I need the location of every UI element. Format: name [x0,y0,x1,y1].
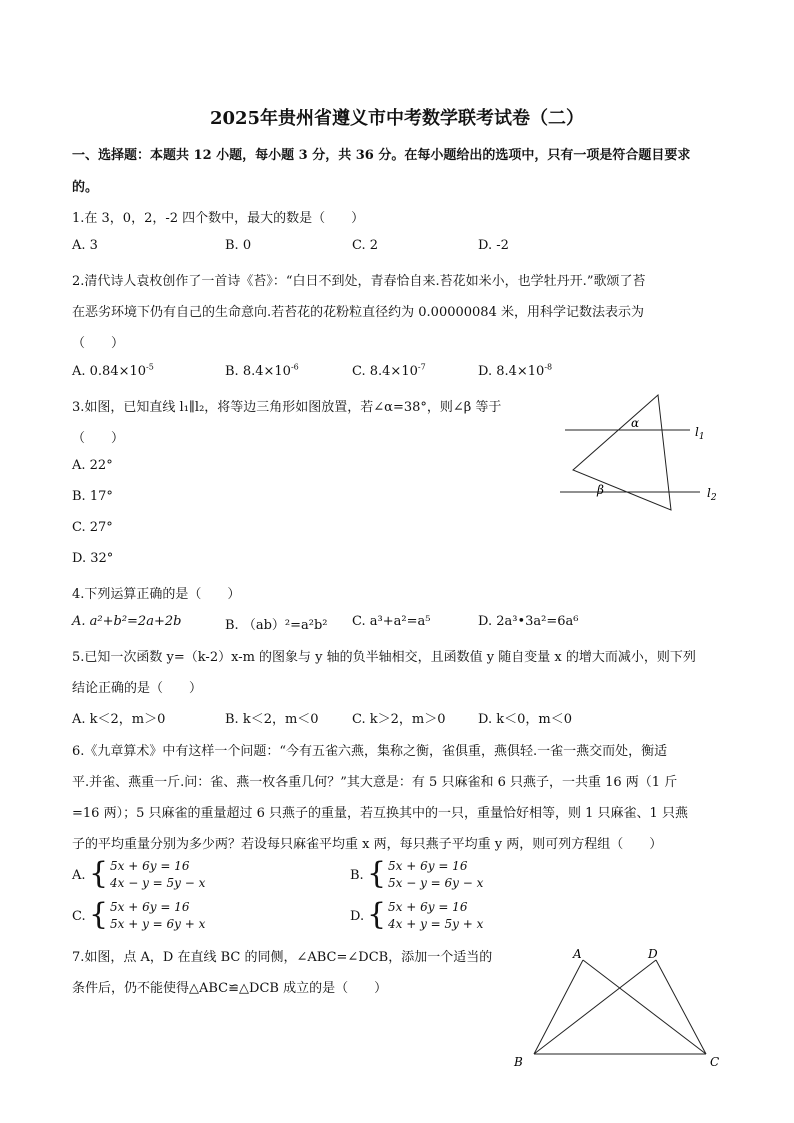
q1-option-d[interactable]: D. -2 [478,238,509,253]
q7-stem-line1: 7.如图，点 A，D 在直线 BC 的同侧，∠ABC=∠DCB，添加一个适当的 [72,950,493,965]
q2-option-d[interactable]: D. $8.4\times 10^{-8}$ [478,362,553,379]
angle-beta-label: β [597,483,604,497]
q6-option-a-label: A. [72,868,86,883]
q3-option-a[interactable]: A. 22° [72,458,113,473]
q5-option-b[interactable]: B. k＜2，m＜0 [225,712,319,727]
q5-option-c[interactable]: C. k＞2，m＞0 [352,712,446,727]
q5-option-a[interactable]: A. k＜2，m＞0 [72,712,166,727]
q3-option-b[interactable]: B. 17° [72,489,113,504]
q4-option-b[interactable]: B. （ab）²=a²b² [225,618,328,633]
q3-option-d[interactable]: D. 32° [72,551,114,566]
q5-stem-line2: 结论正确的是（ ） [72,681,203,696]
line-l1-label: $l_1$ [695,425,705,442]
q6-option-d-label: D. [350,909,365,924]
q6-option-d-eq2: 4x + y = 5y + x [388,917,484,931]
equilateral-triangle [573,395,671,510]
q4-option-d[interactable]: D. 2a³•3a²=6a⁶ [478,614,579,629]
q1-option-a[interactable]: A. 3 [72,238,98,253]
q6-option-b-eq1: 5x + 6y = 16 [388,859,468,873]
page-title: 2025年贵州省遵义市中考数学联考试卷（二） [209,108,585,129]
q6-option-c-eq2: 5x + y = 6y + x [110,917,206,931]
q4-stem: 4.下列运算正确的是（ ） [72,587,241,602]
q2-stem-line3: （ ） [72,336,125,351]
q2-stem-line2: 在恶劣环境下仍有自己的生命意向.若苔花的花粉粒直径约为 0.00000084 米，用科学记数法表示为 [72,305,644,320]
q5-option-d[interactable]: D. k＜0，m＜0 [478,712,572,727]
q3-figure [555,390,730,515]
q7-figure [508,942,728,1074]
q6-stem-line2: 平.并雀、燕重一斤.问：雀、燕一枚各重几何？”其大意是：有 5 只麻雀和 6 只燕子，一共重 16 两（1 斤 [72,775,678,790]
point-c-label: C [710,1055,720,1069]
left-brace: { [367,897,387,932]
q1-option-c[interactable]: C. 2 [352,238,379,253]
q6-option-b[interactable] [350,858,610,894]
q6-option-a[interactable] [72,858,332,894]
q4-option-a[interactable]: A. a²+b²=2a+2b [72,614,182,629]
point-a-label: A [573,947,582,961]
q6-option-c[interactable] [72,899,332,935]
q7-stem-line2: 条件后，仍不能使得△ABC≌△DCB 成立的是（ ） [72,981,388,996]
point-d-label: D [648,947,658,961]
left-brace: { [89,856,109,891]
q6-stem-line3: =16 两）；5 只麻雀的重量超过 6 只燕子的重量，若互换其中的一只，重量恰好相等，则 1 只麻雀、1 只燕 [72,806,688,821]
segment-dc [656,960,706,1054]
q6-option-a-eq2: 4x − y = 5y − x [110,876,206,890]
section-heading: 一、选择题：本题共 12 小题，每小题 3 分，共 36 分。在每小题给出的选项中，只有一项是符合题目要求 [72,148,691,163]
q6-option-d-eq1: 5x + 6y = 16 [388,900,468,914]
segment-ac [583,960,706,1054]
line-l2-label: $l_2$ [707,486,717,503]
q2-option-a[interactable]: A. $0.84\times 10^{-5}$ [72,362,154,379]
q2-option-b[interactable]: B. $8.4\times 10^{-6}$ [225,362,299,379]
q6-option-b-eq2: 5x − y = 6y − x [388,876,484,890]
q1-stem: 1.在 3，0，2，-2 四个数中，最大的数是（ ） [72,211,365,226]
q6-option-b-label: B. [350,868,364,883]
point-b-label: B [514,1055,523,1069]
q6-option-d[interactable] [350,899,610,935]
left-brace: { [89,897,109,932]
q6-option-c-label: C. [72,909,86,924]
q1-option-b[interactable]: B. 0 [225,238,252,253]
q6-option-c-eq1: 5x + 6y = 16 [110,900,190,914]
q2-stem-line1: 2.清代诗人袁枚创作了一首诗《苔》：“白日不到处，青春恰自来.苔花如米小，也学牡丹开.”歌颂了苔 [72,274,646,289]
q6-option-a-eq1: 5x + 6y = 16 [110,859,190,873]
q2-option-c[interactable]: C. $8.4\times 10^{-7}$ [352,362,426,379]
q6-stem-line1: 6.《九章算术》中有这样一个问题：“今有五雀六燕，集称之衡，雀俱重，燕俱轻.一雀一燕交而处，衡适 [72,744,668,759]
section-heading-cont: 的。 [72,180,99,195]
angle-alpha-label: α [631,416,640,430]
q4-option-c[interactable]: C. a³+a²=a⁵ [352,614,431,629]
segment-ab [534,960,583,1054]
q3-option-c[interactable]: C. 27° [72,520,113,535]
q6-stem-line4: 子的平均重量分别为多少两？若设每只麻雀平均重 x 两，每只燕子平均重 y 两，则可列方程组（ ） [72,837,663,852]
q3-stem-line2: （ ） [72,431,125,446]
q3-stem-line1: 3.如图，已知直线 l₁∥l₂，将等边三角形如图放置，若∠α=38°，则∠β 等于 [72,400,502,415]
q5-stem-line1: 5.已知一次函数 y=（k-2）x-m 的图象与 y 轴的负半轴相交，且函数值 y 随自变量 x 的增大而减小，则下列 [72,650,696,665]
segment-db [534,960,656,1054]
left-brace: { [367,856,387,891]
